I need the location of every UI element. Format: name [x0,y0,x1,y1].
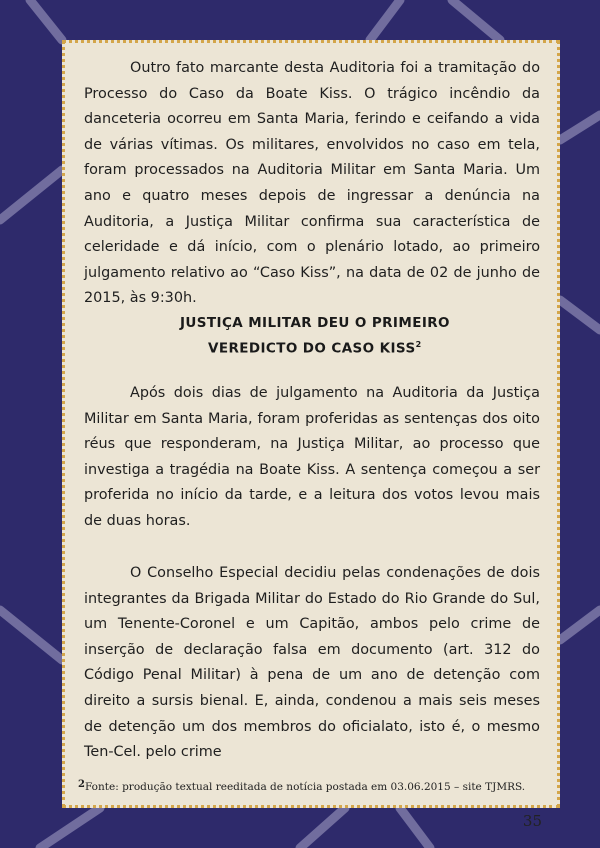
page-number: 35 [522,812,542,830]
footnote-text: Fonte: produção textual reeditada de notícia postada em 03.06.2015 – site TJMRS. [84,781,526,793]
footnote-mark: 2 [78,779,85,790]
paragraph-2: Após dois dias de julgamento na Auditoria da Justiça Militar em Santa Maria, foram proferidas as sentenças dos oito réus que responderam, na Justiça Militar, ao processo que investiga a tragédia na Boate Kiss. A sentença começou a ser proferida no início da tarde, e a leitura dos votos levou mais de duas horas. [84,385,540,529]
footnote [78,779,548,793]
footnote-reference[interactable]: 2 [415,340,422,349]
paragraph-1: Outro fato marcante desta Auditoria foi a tramitação do Processo do Caso da Boate Kiss. O trágico incêndio da danceteria ocorreu em Santa Maria, ferindo e ceifando a vida de várias vítimas. Os militares, envolvidos no caso em tela, foram processados na Auditoria Militar em Santa Maria. Um ano e quatro meses depois de ingressar a denúncia na Auditoria, a Justiça Militar confirma sua característica de celeridade e dá início, com o plenário lotado, ao primeiro julgamento relativo ao “Caso Kiss”, na data de 02 de junho de 2015, às 9:30h. [84,60,540,307]
section-heading-line-2: VEREDICTO DO CASO KISS$^2$ [208,340,422,357]
section-heading-line-1: JUSTIÇA MILITAR DEU O PRIMEIRO [180,315,450,331]
paragraph-3: O Conselho Especial decidiu pelas condenações de dois integrantes da Brigada Militar do Estado do Rio Grande do Sul, um Tenente-Coronel e um Capitão, ambos pelo crime de inserção de declaração falsa em documento (art. 312 do Código Penal Militar) à pena de um ano de detenção com direito a sursis bienal. E, ainda, condenou a mais seis meses de detenção um dos membros do oficialato, isto é, o mesmo Ten-Cel. pelo crime [84,565,540,761]
